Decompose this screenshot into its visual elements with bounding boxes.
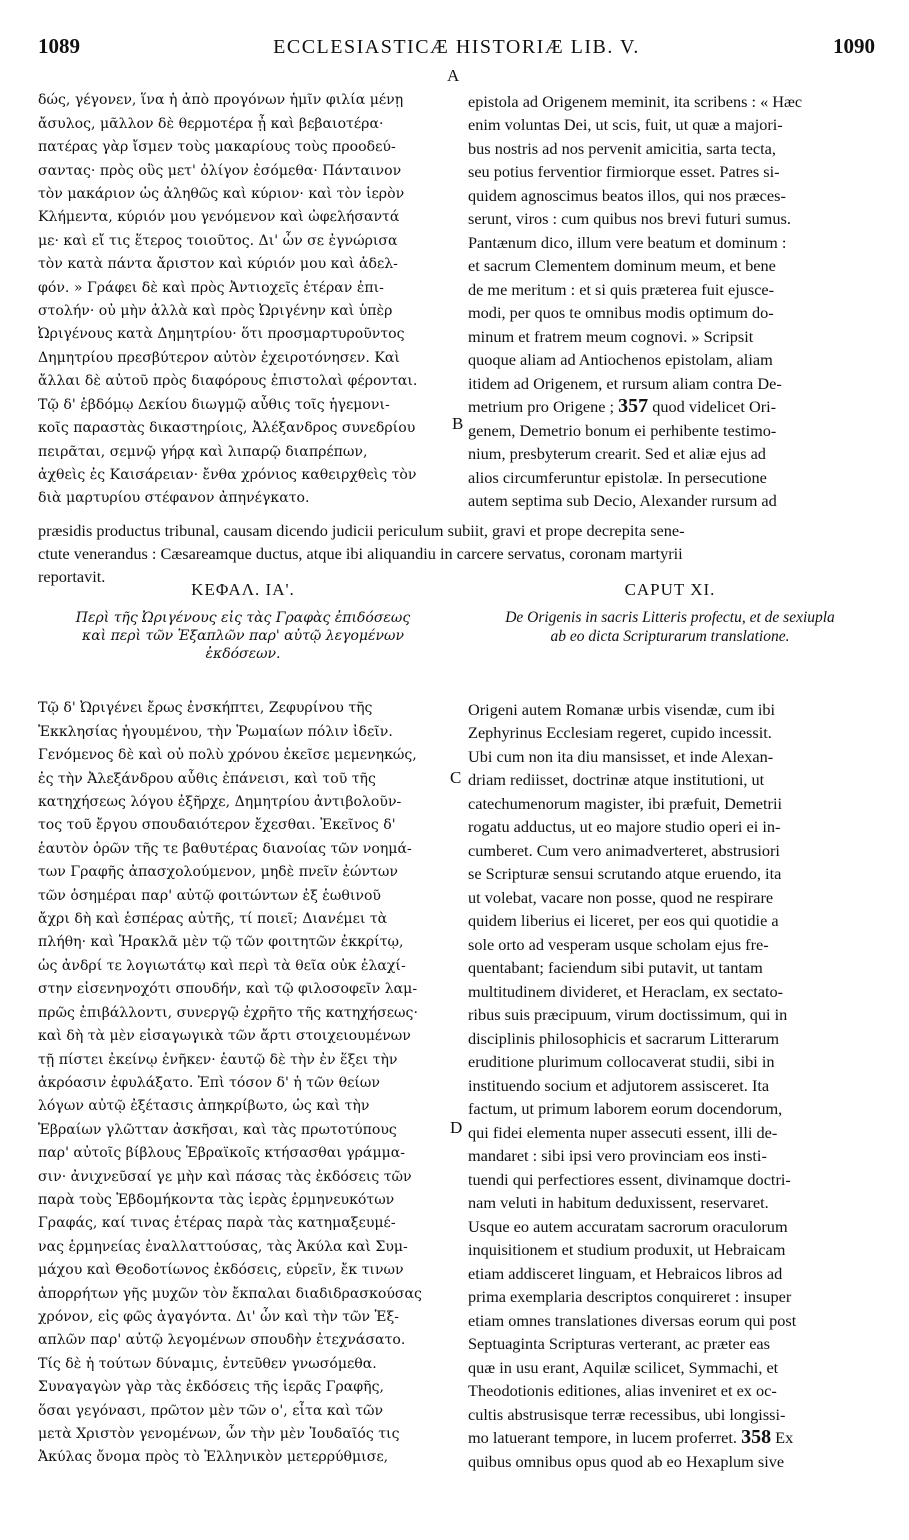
full-width-text: præsidis productus tribunal, causam dicendo judicii periculum subiit, gravi et prope decrepita sene- ctute venerandus : Cæsareamque ductus, atque ibi aliquandiu in carcere servatus, coronam martyrii reportavit. — [38, 521, 685, 586]
margin-letter-c: C — [450, 768, 462, 787]
greek-chapter-text: Τῷ δ' Ὠριγένει ἔρως ἐνσκήπτει, Ζεφυρίνου τῆς Ἐκκλησίας ἡγουμένου, τὴν Ῥωμαίων πόλιν ἰδεῖν. Γενόμενος δὲ καὶ οὐ πολὺ χρόνου ἐκεῖσε μεμενηκώς, ἐς τὴν Ἀλεξάνδρου αὖθις ἐπάνεισι, καὶ τοῦ τῆς κατηχήσεως λόγου ἐξῆρχε, Δημητρίου ἀντιβολοῦν- τος τοῦ ἔργου σπουδαιότερον ἔχεσθαι. Ἐκεῖνος δ' ἑαυτὸν ὁρῶν τῆς τε βαθυτέρας διανοίας τῶν νοημά- των Γραφῆς ἀπασχολούμενον, μηδὲ πνεῖν ἐώντων τῶν ὁσημέραι παρ' αὐτῷ φοιτώντων ἐξ ἑωθινοῦ ἄχρι δὴ καὶ ἑσπέρας αὐτῆς, τί ποιεῖ; Διανέμει τὰ πλήθη· καὶ Ἡρακλᾶ μὲν τῷ τῶν φοιτητῶν ἐκκρίτῳ, ὡς ἀνδρί τε λογιωτάτῳ καὶ περὶ τὰ θεῖα οὐκ ἐλαχί- στην εἰσενηνοχότι σπουδήν, καὶ τῷ φιλοσοφεῖν λαμ- πρῶς ἐπιβάλλοντι, συνεργῷ ἐχρῆτο τῆς κατηχήσεως· καὶ δὴ τὰ μὲν εἰσαγωγικὰ τῶν ἄρτι στοιχειουμένων τῇ πίστει ἐκείνῳ ἐνῆκεν· ἑαυτῷ δὲ τὴν ἐν ἕξει τὴν ἀκρόασιν ἐφυλάξατο. Ἐπὶ τόσον δ' ἡ τῶν θείων λόγων αὐτῷ ἐξέτασις ἀπηκρίβωτο, ὡς καὶ τὴν Ἑβραίων γλῶτταν ἀσκῆσαι, καὶ τὰς πρωτοτύπους παρ' αὐτοῖς βίβλους Ἑβραϊκοῖς κτήσασθαι γράμμα- σιν· ἀνιχνεῦσαί γε μὴν καὶ πάσας τὰς ἐκδόσεις τῶν παρὰ τοὺς Ἑβδομήκοντα τὰς ἱερὰς ἑρμηνευκότων Γραφάς, καί τινας ἑτέρας παρὰ τὰς κατημαξευμέ- νας ἑρμηνείας ἐναλλαττούσας, τὰς Ἀκύλα καὶ Συμ- μάχου καὶ Θεοδοτίωνος ἐκδόσεις, εὑρεῖν, ἔκ τινων ἀπορρήτων γῆς μυχῶν τὸν ἔκπαλαι διαδιδρασκούσας χρόνον, εἰς φῶς ἀγαγόντα. Δι' ὧν καὶ τὴν τῶν Ἑξ- απλῶν παρ' αὐτῷ λεγομένων σπουδὴν ἐτεχνάσατο. Τίς δὲ ἡ τούτων δύναμις, ἐντεῦθεν γνωσόμεθα. Συναγαγὼν γὰρ τὰς ἐκδόσεις τῆς ἱερᾶς Γραφῆς, ὅσαι γεγόνασι, πρῶτον μὲν τῶν ο', εἶτα καὶ τῶν μετὰ Χριστὸν γενομένων, ὧν τὴν μὲν Ἰουδαῖός τις Ἀκύλας ὄνομα πρὸς τὸ Ἑλληνικὸν μετερρύθμισε, — [38, 700, 422, 1466]
margin-letter-a: A — [447, 66, 460, 85]
marginal-number-357: 357 — [618, 395, 649, 417]
running-title: ECCLESIASTICÆ HISTORIÆ LIB. V. — [273, 36, 640, 58]
marginal-number-358: 358 — [741, 1426, 772, 1448]
page-number-right: 1090 — [833, 34, 875, 58]
latin-chapter-subtitle: De Origenis in sacris Litteris profectu, et de sexiupla ab eo dicta Scripturarum translatione. — [505, 609, 835, 645]
greek-continuation-text: δώς, γέγονεν, ἵνα ἡ ἀπὸ προγόνων ἡμῖν φιλία μένῃ ἄσυλος, μᾶλλον δὲ θερμοτέρα ᾖ καὶ βεβαιοτέρα· πατέρας γὰρ ἴσμεν τοὺς μακαρίους τοὺς προοδεύ- σαντας· πρὸς οὓς μετ' ὀλίγον ἐσόμεθα· Πάνταινον τὸν μακάριον ὡς ἀληθῶς καὶ κύριον· καὶ τὸν ἱερὸν Κλήμεντα, κύριόν μου γενόμενον καὶ ὠφελήσαντά με· καὶ εἴ τις ἕτερος τοιοῦτος. Δι' ὧν σε ἐγνώρισα τὸν κατὰ πάντα ἄριστον καὶ κύριόν μου καὶ ἀδελ- φόν. » Γράφει δὲ καὶ πρὸς Ἀντιοχεῖς ἑτέραν ἐπι- στολήν· οὐ μὴν ἀλλὰ καὶ πρὸς Ὠριγένην καὶ ὑπὲρ Ὠριγένους κατὰ Δημητρίου· ὅτι προσμαρτυροῦντος Δημητρίου πρεσβύτερον αὐτὸν ἐχειροτόνησεν. Καὶ ἄλλαι δὲ αὐτοῦ πρὸς διαφόρους ἐπιστολαὶ φέρονται. Τῷ δ' ἑβδόμῳ Δεκίου διωγμῷ αὖθις τοῖς ἡγεμονι- κοῖς παραστὰς δικαστηρίοις, Ἀλέξανδρος συνεδρίου πειρᾶται, σεμνῷ γήρᾳ καὶ λιπαρῷ διαπρέπων, ἀχθεὶς ἐς Καισάρειαν· ἔνθα χρόνιος καθειρχθεὶς τὸν διὰ μαρτυρίου στέφανον ἀπηνέγκατο. — [38, 92, 418, 507]
greek-chapter-body — [38, 674, 448, 1493]
greek-chapter-label: ΚΕΦΑΛ. ΙΑ'. — [191, 580, 295, 599]
latin-continuation — [468, 66, 872, 536]
latin-continuation-part-a: epistola ad Origenem meminit, ita scribens : « Hæc enim voluntas Dei, ut scis, fuit, ut quæ a majori- bus nostris ad nos pervenit amicitia, sarta tecta, seu potius ferventior firmiorque esset. Patres si- quidem agnoscimus beatos illos, qui nos præces- serunt, viros : cum quibus nos brevi futuri sumus. Pantænum dico, illum vere beatum et dominum : et sacrum Clementem dominum meum, et bene de me meritum : et si quis præterea fuit ejusce- modi, per quos te omnibus modis optimum do- minum et fratrem meum cognovi. » Scripsit quoque aliam ad Antiochenos epistolam, aliam itidem ad Origenem, et rursum aliam contra De- metrium pro Origene ; — [468, 91, 803, 416]
running-header — [38, 34, 875, 60]
margin-letter-b: B — [452, 414, 464, 433]
latin-chapter-part-a: Origeni autem Romanæ urbis visendæ, cum ibi Zephyrinus Ecclesiam regeret, cupido incessit. Ubi cum non ita diu mansisset, et inde Alexan- driam rediisset, doctrinæ atque institutioni, ut catechumenorum magister, ibi præfuit, Demetrii rogatu adductus, ut eo majore studio operi ei in- cumberet. Cum vero animadverteret, abstrusiori se Scripturæ sensui scrutando atque eruendo, ita ut volebat, vacare non posse, quod ne respirare quidem liberius ei liceret, per eos qui quotidie a sole orto ad vesperam usque scholam ejus fre- quentabant; faciendum sibi putavit, ut tantam multitudinem divideret, et Heraclam, ex sectato- ribus suis præcipuum, virum doctissimum, qui in disciplinis philosophicis et sacrarum Litterarum eruditione plurimum collocaverat studii, sibi in instituendo socium et adjutorem assisceret. Ita factum, ut primum laborem eorum docendorum, qui fidei elementa nuper assecuti essent, illi de- mandaret : sibi ipsi vero provinciam eos insti- tuendi qui perfectiores essent, divinamque doctri- nam veluti in habitum deduxissent, reservaret. Usque eo autem accuratam sacrorum oraculorum inquisitionem et studium produxit, ut Hebraicam etiam addisceret linguam, et Hebraicos libros ad prima exemplaria descriptos conquireret : insuper etiam omnes translationes diversas eorum qui post Septuaginta Scripturas verterant, ac præter eas quæ in usu erant, Aquilæ scilicet, Symmachi, et Theodotionis editiones, alias inveniret et ex oc- cultis abstrusisque terræ recessibus, ubi longissi- mo latuerant tempore, in lucem proferret. — [468, 699, 797, 1447]
page-number-left: 1089 — [38, 34, 80, 58]
latin-chapter-body — [468, 674, 872, 1497]
latin-continuation-part-b: quod videlicet Ori- genem, Demetrio bonum ei perhibente testimo- nium, presbyterum crearit. Sed et aliæ ejus ad alios circumferuntur epistolæ. In persecutione autem septima sub Decio, Alexander rursum ad — [468, 397, 777, 510]
greek-chapter-heading — [38, 580, 448, 600]
latin-chapter-label: CAPUT XI. — [624, 580, 716, 599]
latin-chapter-part-b: Ex quibus omnibus opus quod ab eo Hexaplum sive — [468, 1428, 794, 1471]
latin-continuation-text — [468, 90, 872, 513]
latin-chapter-text — [468, 698, 872, 1474]
latin-chapter-heading — [468, 580, 872, 600]
greek-chapter-subtitle: Περὶ τῆς Ὠριγένους εἰς τὰς Γραφὰς ἐπιδόσεως καὶ περὶ τῶν Ἑξαπλῶν παρ' αὐτῷ λεγομένων ἐκδόσεων. — [75, 610, 411, 662]
margin-letter-d: D — [450, 1118, 463, 1137]
greek-continuation — [38, 66, 448, 534]
